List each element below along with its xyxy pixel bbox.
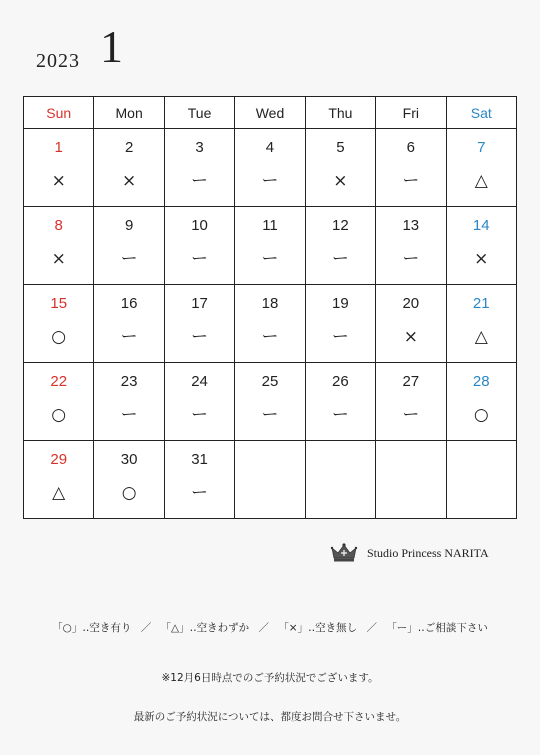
day-number: 4 (265, 139, 275, 156)
day-number: 6 (406, 139, 415, 156)
day-number: 29 (50, 451, 68, 468)
legend-few: 「△」‥空きわずか (160, 622, 250, 634)
availability-mark: ー (331, 327, 349, 347)
calendar-day-cell (376, 363, 446, 441)
availability-mark: △ (474, 171, 488, 191)
day-number: 27 (402, 373, 420, 390)
day-number: 30 (120, 451, 138, 468)
legend-separator: ／ (258, 622, 269, 634)
calendar-day-cell (235, 207, 305, 285)
calendar-day-cell (24, 285, 94, 363)
day-number: 5 (336, 139, 345, 156)
day-number: 15 (50, 295, 68, 312)
availability-legend (0, 620, 540, 635)
calendar-day-cell (164, 285, 234, 363)
calendar-day-cell (94, 441, 164, 519)
day-number: 20 (402, 295, 420, 312)
contact-note: 最新のご予約状況については、都度お問合せ下さいませ。 (133, 711, 407, 723)
availability-mark: ー (261, 249, 279, 269)
calendar-day-cell (24, 441, 94, 519)
availability-mark: ー (191, 405, 209, 425)
availability-mark: ○ (121, 483, 137, 503)
day-number: 2 (124, 139, 134, 156)
crown-icon (330, 542, 358, 564)
availability-mark: × (51, 249, 66, 269)
day-number: 24 (191, 373, 208, 390)
legend-full: 「×」‥空き無し (278, 622, 358, 634)
availability-mark: ー (191, 483, 209, 503)
day-number: 10 (191, 217, 208, 234)
day-number: 31 (191, 451, 208, 468)
studio-logo (330, 542, 489, 564)
calendar-day-cell (164, 363, 234, 441)
availability-mark: ー (120, 249, 138, 269)
calendar-day-cell (24, 129, 94, 207)
legend-available: 「○」‥空き有り (52, 622, 132, 634)
day-number: 28 (472, 373, 490, 390)
day-number: 19 (332, 295, 349, 312)
day-number: 25 (261, 373, 279, 390)
calendar-day-cell (24, 363, 94, 441)
day-number: 1 (54, 139, 63, 156)
weekday-wed: Wed (235, 97, 305, 129)
day-number: 14 (472, 217, 490, 234)
calendar-day-cell (446, 285, 516, 363)
legend-separator: ／ (366, 622, 377, 634)
availability-mark: × (51, 171, 66, 191)
availability-mark: ー (191, 171, 209, 191)
availability-mark: ー (191, 327, 209, 347)
calendar-day-cell (164, 129, 234, 207)
availability-mark: ー (261, 405, 279, 425)
calendar-week-row (24, 129, 517, 207)
calendar-day-cell (94, 285, 164, 363)
availability-mark: ○ (51, 327, 67, 347)
calendar-week-row (24, 285, 517, 363)
calendar-day-cell (305, 363, 375, 441)
as-of-note: ※12月6日時点でのご予約状況でございます。 (161, 672, 379, 684)
availability-mark: × (474, 249, 489, 269)
calendar-day-cell (305, 285, 375, 363)
availability-mark: ー (120, 327, 138, 347)
day-number: 13 (402, 217, 420, 234)
calendar-day-cell (305, 129, 375, 207)
availability-mark: ー (261, 171, 279, 191)
availability-mark: ー (402, 249, 420, 269)
calendar-day-cell (94, 363, 164, 441)
day-number: 22 (50, 373, 68, 390)
day-number: 11 (262, 217, 278, 234)
availability-mark: × (122, 171, 137, 191)
calendar-day-cell (24, 207, 94, 285)
calendar-week-row (24, 363, 517, 441)
availability-mark: × (333, 171, 348, 191)
calendar-day-cell (446, 129, 516, 207)
day-number: 26 (332, 373, 349, 390)
availability-mark: ー (191, 249, 209, 269)
availability-mark: △ (474, 327, 488, 347)
calendar-week-row (24, 441, 517, 519)
day-number: 23 (120, 373, 138, 390)
availability-mark: ー (402, 405, 420, 425)
day-number: 7 (477, 139, 486, 156)
month-label: 1 (100, 21, 123, 72)
weekday-fri: Fri (376, 97, 446, 129)
weekday-sat: Sat (446, 97, 516, 129)
day-number: 3 (195, 139, 204, 156)
availability-mark: ー (331, 249, 349, 269)
weekday-thu: Thu (305, 97, 375, 129)
calendar-day-cell (235, 363, 305, 441)
calendar-day-cell (446, 207, 516, 285)
availability-mark: ー (402, 171, 420, 191)
calendar-day-cell (446, 363, 516, 441)
calendar-day-cell (235, 129, 305, 207)
day-number: 18 (261, 295, 279, 312)
calendar-day-cell (305, 441, 375, 519)
legend-separator: ／ (140, 622, 152, 634)
calendar-day-cell (94, 129, 164, 207)
availability-mark: ー (120, 405, 138, 425)
calendar-day-cell (376, 285, 446, 363)
calendar-day-cell (94, 207, 164, 285)
day-number: 21 (472, 295, 490, 312)
day-number: 12 (332, 217, 349, 234)
day-number: 16 (120, 295, 138, 312)
availability-mark: ○ (473, 405, 489, 425)
weekday-sun: Sun (24, 97, 94, 129)
calendar-week-row (24, 207, 517, 285)
calendar-day-cell (235, 285, 305, 363)
calendar-day-cell (164, 441, 234, 519)
weekday-mon: Mon (94, 97, 164, 129)
calendar-day-cell (235, 441, 305, 519)
availability-mark: ー (331, 405, 349, 425)
day-number: 8 (54, 217, 63, 234)
studio-name: Studio Princess NARITA (367, 545, 489, 560)
legend-consult: 「ー」‥ご相談下さい (386, 622, 488, 634)
calendar-day-cell (164, 207, 234, 285)
day-number: 17 (191, 295, 208, 312)
day-number: 9 (124, 217, 134, 234)
calendar-day-cell (305, 207, 375, 285)
year-label: 2023 (36, 50, 80, 72)
calendar-grid (23, 96, 517, 519)
weekday-tue: Tue (164, 97, 234, 129)
availability-mark: ー (261, 327, 279, 347)
availability-mark: △ (52, 483, 66, 503)
weekday-header-row (24, 97, 517, 129)
calendar-day-cell (376, 129, 446, 207)
calendar-day-cell (446, 441, 516, 519)
availability-mark: ○ (51, 405, 67, 425)
availability-mark: × (403, 327, 418, 347)
calendar-day-cell (376, 207, 446, 285)
calendar-day-cell (376, 441, 446, 519)
